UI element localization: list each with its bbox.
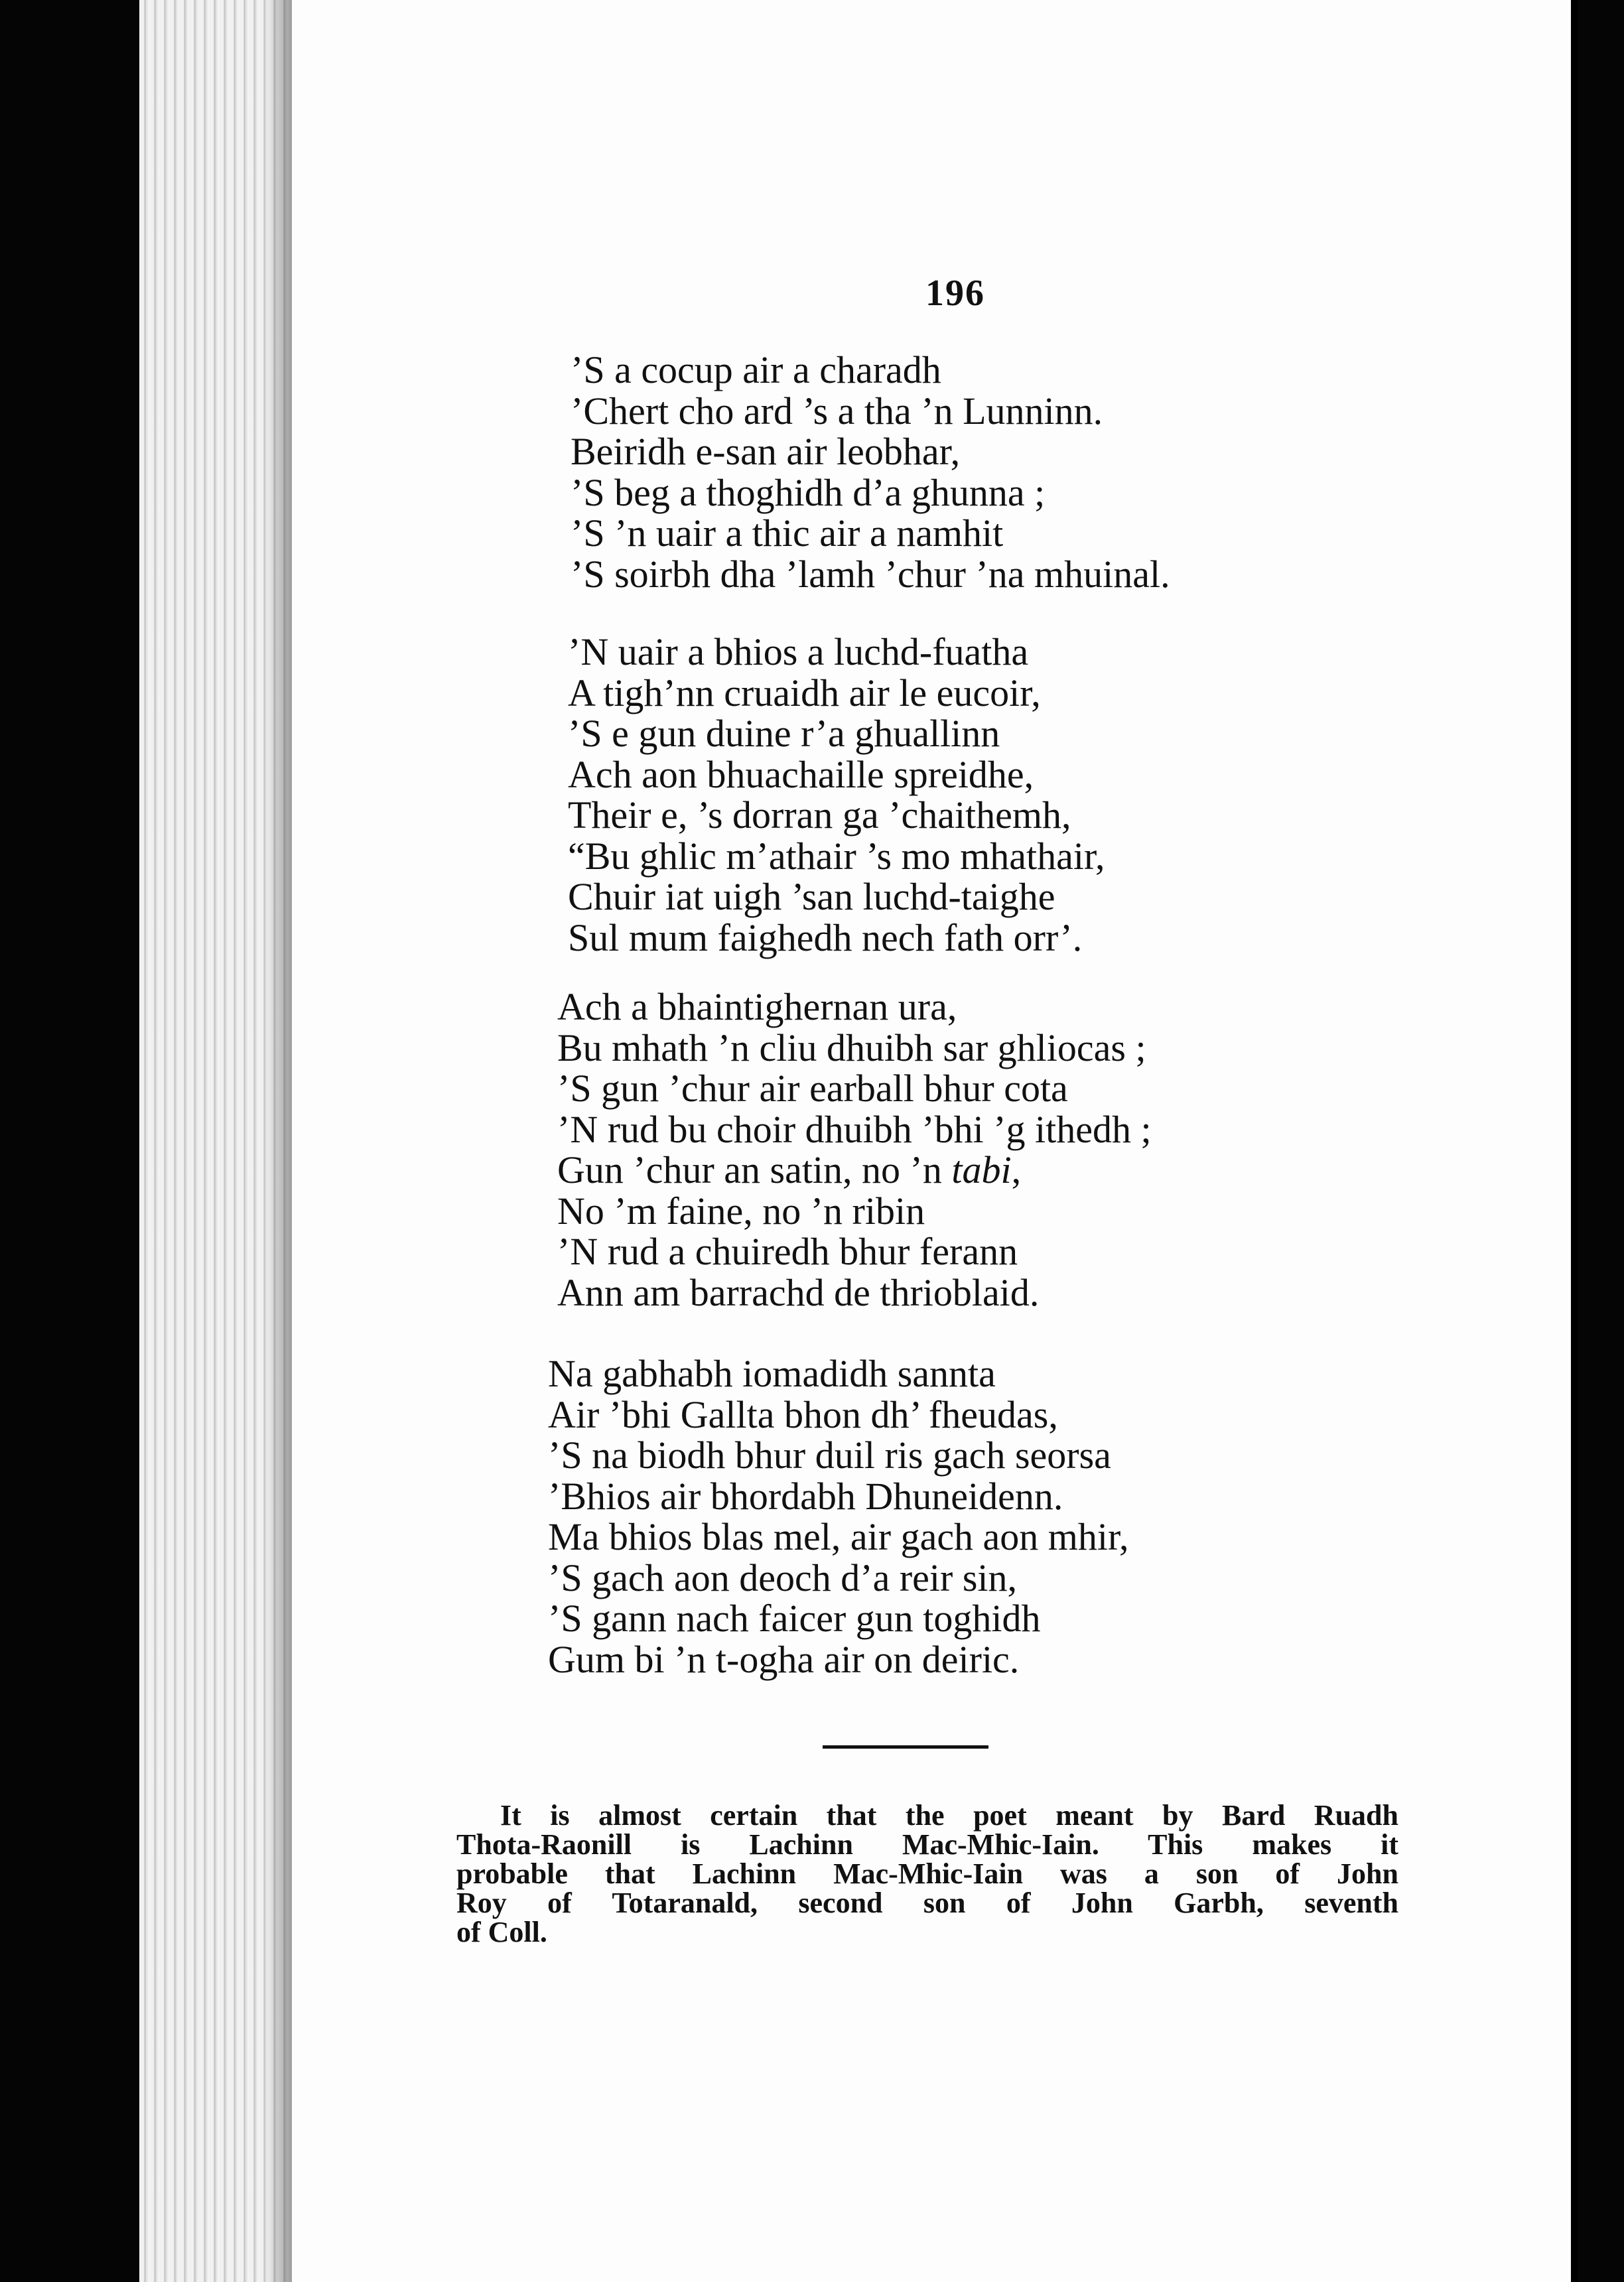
- verse-line: ’S a cocup air a charadh: [571, 348, 941, 391]
- verse-line: A tigh’nn cruaidh air le eucoir,: [568, 671, 1041, 714]
- footnote: [456, 1801, 1398, 1947]
- verse-line: Ann am barrachd de thrioblaid.: [557, 1270, 1040, 1314]
- section-divider: [823, 1745, 988, 1749]
- scan-left-margin: [0, 0, 139, 2282]
- verse-line: Beiridh e-san air leobhar,: [571, 430, 961, 473]
- book-page: [292, 0, 1571, 2282]
- footnote-line: Thota-Raonill is Lachinn Mac-Mhic-Iain. This makes it: [456, 1828, 1398, 1861]
- verse-line: Their e, ’s dorran ga ’chaithemh,: [568, 793, 1071, 837]
- verse-line: ’S ’n uair a thic air a namhit: [571, 511, 1004, 555]
- verse-line: Chuir iat uigh ’san luchd-taighe: [568, 875, 1055, 918]
- verse-line: ’N rud a chuiredh bhur ferann: [557, 1230, 1018, 1273]
- verse-line: ’S gach aon deoch d’a reir sin,: [548, 1556, 1018, 1599]
- verse-line: Sul mum faighedh nech fath orr’.: [568, 915, 1083, 959]
- verse-line: ’N rud bu choir dhuibh ’bhi ’g ithedh ;: [557, 1107, 1152, 1151]
- italic-word: tabi: [951, 1148, 1012, 1191]
- scan-right-margin: [1578, 0, 1624, 2282]
- footnote-line: probable that Lachinn Mac-Mhic-Iain was a son of John: [456, 1857, 1398, 1890]
- verse-line: Ach aon bhuachaille spreidhe,: [568, 752, 1034, 796]
- footnote-line: It is almost certain that the poet meant by Bard Ruadh: [500, 1799, 1398, 1832]
- verse-line: Air ’bhi Gallta bhon dh’ fheudas,: [548, 1392, 1058, 1436]
- verse-line: ’S gun ’chur air earball bhur cota: [557, 1067, 1068, 1110]
- verse-line: ’S soirbh dha ’lamh ’chur ’na mhuinal.: [571, 552, 1170, 596]
- footnote-line: of Coll.: [456, 1916, 547, 1948]
- stanza-4: [548, 1353, 1129, 1680]
- verse-line: Na gabhabh iomadidh sannta: [548, 1352, 996, 1395]
- verse-line: ’S gann nach faicer gun toghidh: [548, 1597, 1041, 1640]
- verse-line: No ’m faine, no ’n ribin: [557, 1189, 925, 1233]
- stanza-2: [568, 632, 1105, 958]
- page-number: 196: [925, 273, 985, 314]
- verse-line: ’S e gun duine r’a ghuallinn: [568, 712, 1000, 755]
- verse-line: Bu mhath ’n cliu dhuibh sar ghliocas ;: [557, 1026, 1146, 1069]
- verse-line: ’Chert cho ard ’s a tha ’n Lunninn.: [571, 389, 1103, 433]
- verse-line: Gum bi ’n t-ogha air on deiric.: [548, 1637, 1020, 1681]
- verse-line: ’S na biodh bhur duil ris gach seorsa: [548, 1434, 1111, 1477]
- book-page-edges: [139, 0, 292, 2282]
- verse-line: “Bu ghlic m’athair ’s mo mhathair,: [568, 834, 1105, 878]
- verse-line: ’Bhios air bhordabh Dhuneidenn.: [548, 1474, 1063, 1518]
- verse-line: Ach a bhaintighernan ura,: [557, 985, 957, 1028]
- verse-line: ’S beg a thoghidh d’a ghunna ;: [571, 470, 1046, 514]
- verse-line: Ma bhios blas mel, air gach aon mhir,: [548, 1515, 1129, 1558]
- footnote-line: Roy of Totaranald, second son of John Garbh, seventh: [456, 1887, 1398, 1919]
- stanza-3: [557, 986, 1152, 1313]
- verse-line: ’N uair a bhios a luchd-fuatha: [568, 630, 1029, 673]
- verse-line: Gun ’chur an satin, no ’n tabi,: [557, 1148, 1022, 1191]
- stanza-1: [571, 350, 1170, 594]
